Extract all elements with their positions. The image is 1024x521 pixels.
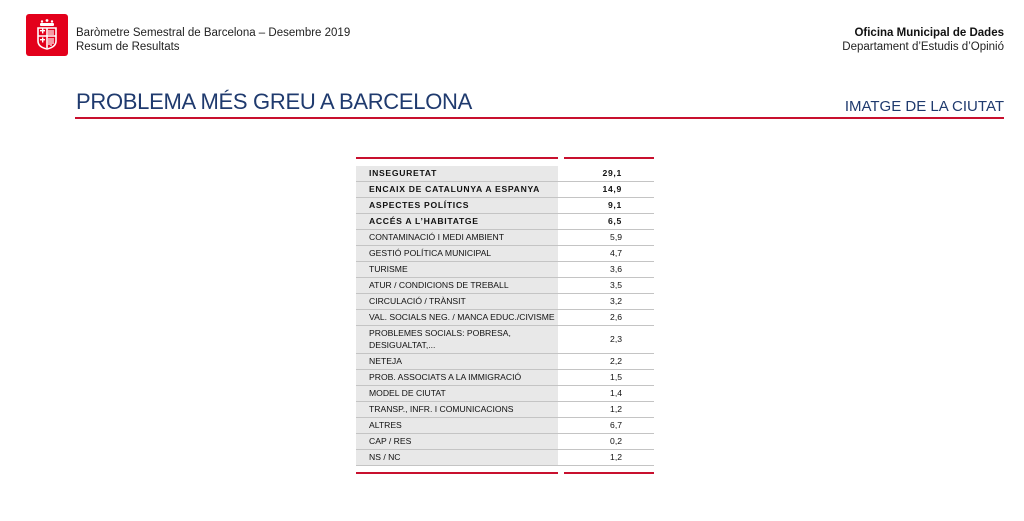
row-label: ASPECTES POLÍTICS [356, 198, 558, 213]
row-value: 2,2 [610, 355, 622, 366]
row-value: 9,1 [607, 200, 622, 210]
table-row [356, 354, 654, 370]
row-label: TURISME [356, 262, 558, 277]
row-value: 1,5 [610, 371, 622, 382]
row-label: NS / NC [356, 450, 558, 465]
row-value: 29,1 [602, 168, 622, 178]
office-name: Oficina Municipal de Dades [854, 27, 1004, 39]
table-row [356, 418, 654, 434]
table-row [356, 310, 654, 326]
page-title: PROBLEMA MÉS GREU A BARCELONA [76, 89, 472, 114]
table-row [356, 402, 654, 418]
row-value: 14,9 [602, 184, 622, 194]
row-value: 1,4 [610, 387, 622, 398]
row-label: MODEL DE CIUTAT [356, 386, 558, 401]
row-label: ALTRES [356, 418, 558, 433]
row-value: 6,7 [610, 419, 622, 430]
report-header [76, 26, 350, 54]
table-row [356, 294, 654, 310]
row-value: 3,6 [610, 264, 622, 274]
table-row [356, 182, 654, 198]
row-label: ACCÉS A L’HABITATGE [356, 214, 558, 229]
row-label: VAL. SOCIALS NEG. / MANCA EDUC./CIVISME [356, 310, 558, 325]
table-row [356, 370, 654, 386]
row-label: TRANSP., INFR. I COMUNICACIONS [356, 402, 558, 417]
table-row [356, 278, 654, 294]
report-title: Baròmetre Semestral de Barcelona – Desembre 2019 [76, 27, 351, 39]
row-label: PROB. ASSOCIATS A LA IMMIGRACIÓ [356, 370, 558, 385]
row-value: 5,9 [610, 232, 622, 242]
section-tag: IMATGE DE LA CIUTAT [844, 98, 1004, 115]
row-label: NETEJA [356, 354, 558, 369]
row-value: 1,2 [610, 403, 622, 414]
row-label: CONTAMINACIÓ I MEDI AMBIENT [356, 230, 558, 245]
row-value: 4,7 [610, 248, 622, 258]
table-row [356, 326, 654, 354]
row-value: 3,2 [610, 296, 622, 306]
table-row [356, 166, 654, 182]
table-bottom-rule [564, 472, 654, 474]
row-label: ENCAIX DE CATALUNYA A ESPANYA [356, 182, 558, 197]
department-name: Departament d’Estudis d’Opinió [842, 41, 1004, 53]
table-row [356, 214, 654, 230]
row-value: 1,2 [610, 451, 622, 462]
table-body [356, 166, 654, 466]
row-value: 0,2 [610, 435, 622, 446]
row-label: GESTIÓ POLÍTICA MUNICIPAL [356, 246, 558, 261]
table-row [356, 450, 654, 466]
row-label: PROBLEMES SOCIALS: POBRESA, DESIGUALTAT,... [356, 326, 558, 353]
office-header [842, 26, 1004, 54]
barcelona-logo-icon [26, 14, 68, 56]
table-row [356, 434, 654, 450]
report-subtitle: Resum de Resultats [76, 41, 180, 53]
row-label: ATUR / CONDICIONS DE TREBALL [356, 278, 558, 293]
row-value: 6,5 [607, 216, 622, 226]
row-value: 3,5 [610, 280, 622, 290]
table-row [356, 246, 654, 262]
table-bottom-rule [356, 472, 558, 474]
row-label: CIRCULACIÓ / TRÀNSIT [356, 294, 558, 309]
row-label: CAP / RES [356, 434, 558, 449]
title-divider [75, 117, 1004, 119]
row-label: INSEGURETAT [356, 166, 558, 181]
table-row [356, 262, 654, 278]
row-value: 2,6 [610, 311, 622, 322]
table-top-rule [356, 157, 558, 159]
table-row [356, 386, 654, 402]
table-row [356, 198, 654, 214]
table-row [356, 230, 654, 246]
table-top-rule [564, 157, 654, 159]
row-value: 2,3 [610, 333, 622, 344]
